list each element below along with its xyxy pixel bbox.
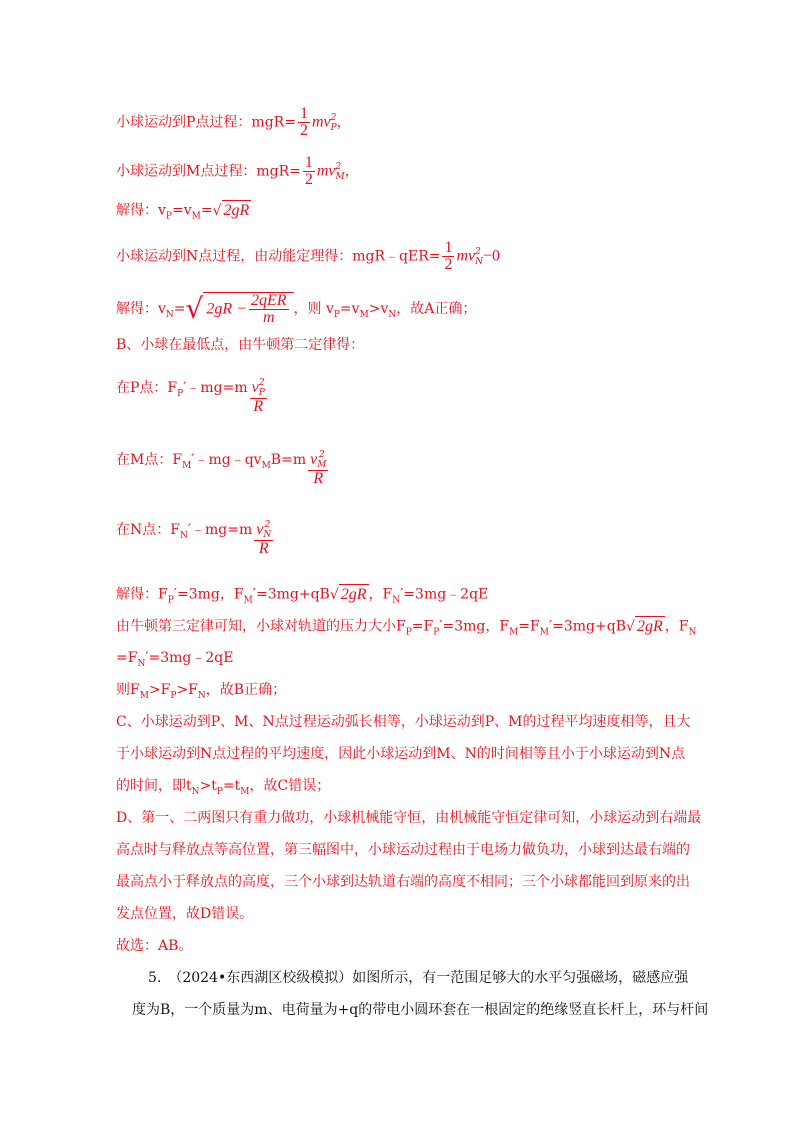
line-c-2: 于小球运动到N点过程的平均速度，因此小球运动到M、N的时间相等且小于小球运动到N点	[116, 746, 686, 762]
fraction-half: $\frac{1}{2}$	[304, 154, 313, 188]
sqrt-vn: √	[185, 292, 204, 325]
line-solve-vn: 解得：$v_N=√$ 2gR − $\frac{\text{2qER}}{m}$ ，则 $v_P=v_M>v_N$，故A正确；	[116, 292, 477, 326]
line-solve-velocity: 解得：$v_P=v_M=√$ 2gR	[116, 202, 250, 222]
line-c-3: 的时间，即$t_N>t_P=t_M$，故C错误；	[116, 778, 331, 797]
line-c-1: C、小球运动到P、M、N点过程运动弧长相等，小球运动到P、M的过程平均速度相等，且大	[116, 714, 691, 730]
line-p-energy: 小球运动到P点过程：mgR= $\frac{1}{2}$ mv 2 P ，	[116, 105, 351, 139]
line-d-1: D、第一、二两图只有重力做功，小球机械能守恒，由机械能守恒定律可知，小球运动到右端最	[116, 810, 702, 826]
line-b-intro: B、小球在最低点，由牛顿第二定律得：	[116, 337, 365, 353]
line-m-energy: 小球运动到M点过程：mgR= $\frac{1}{2}$ mv 2 M ，	[116, 154, 359, 188]
line-d-2: 高点时与释放点等高位置，第三幅图中，小球运动过程由于电场力做负功，小球到达最右端的	[116, 842, 690, 858]
fraction-half: $\frac{1}{2}$	[444, 239, 453, 273]
line-d-3: 最高点小于释放点的高度，三个小球到达轨道右端的高度不相同；三个小球都能回到原来的出	[116, 874, 690, 890]
sqrt-2gR: √ 2gR	[212, 202, 250, 219]
line-fn: $=F_N'=3mg﹣2qE$	[116, 650, 234, 669]
line-d-4: 发点位置，故D错误。	[116, 906, 254, 922]
line-answer: 故选：AB。	[116, 938, 193, 954]
line-question-5-cont: 度为B，一个质量为m、电荷量为+q的带电小圆环套在一根固定的绝缘竖直长杆上，环与杆间	[132, 1002, 709, 1018]
line-n-energy: 小球运动到N点过程，由动能定理得：mgR﹣qER= $\frac{1}{2}$ mv 2 N −0	[116, 239, 501, 273]
fraction-half: $\frac{1}{2}$	[299, 105, 308, 139]
line-n-force: 在N点：$F_N'﹣mg=m$ v 2 N R	[116, 520, 272, 557]
line-question-5: 5. （2024•东西湖区校级模拟）如图所示，有一范围足够大的水平匀强磁场，磁感应强	[148, 970, 689, 986]
line-p-force: 在P点：$F_P'﹣mg=m$ v 2 P R	[116, 378, 265, 415]
line-solve-forces: 解得：$F_P'=3mg$，$F_M'=3mg+qB√$ 2gR ，$F_N'=3mg﹣2qE$	[116, 586, 489, 606]
line-m-force: 在M点：$F_M'﹣mg﹣qv_MB=m$ v 2 M R	[116, 450, 327, 487]
line-newton-third: 由牛顿第三定律可知，小球对轨道的压力大小$F_P=F_P'=3mg$，$F_M=F_M'=3mg+qB√$ 2gR ，$F_N$	[116, 618, 697, 638]
line-b-conclusion: 则$F_M>F_P>F_N$，故B正确；	[116, 682, 287, 701]
